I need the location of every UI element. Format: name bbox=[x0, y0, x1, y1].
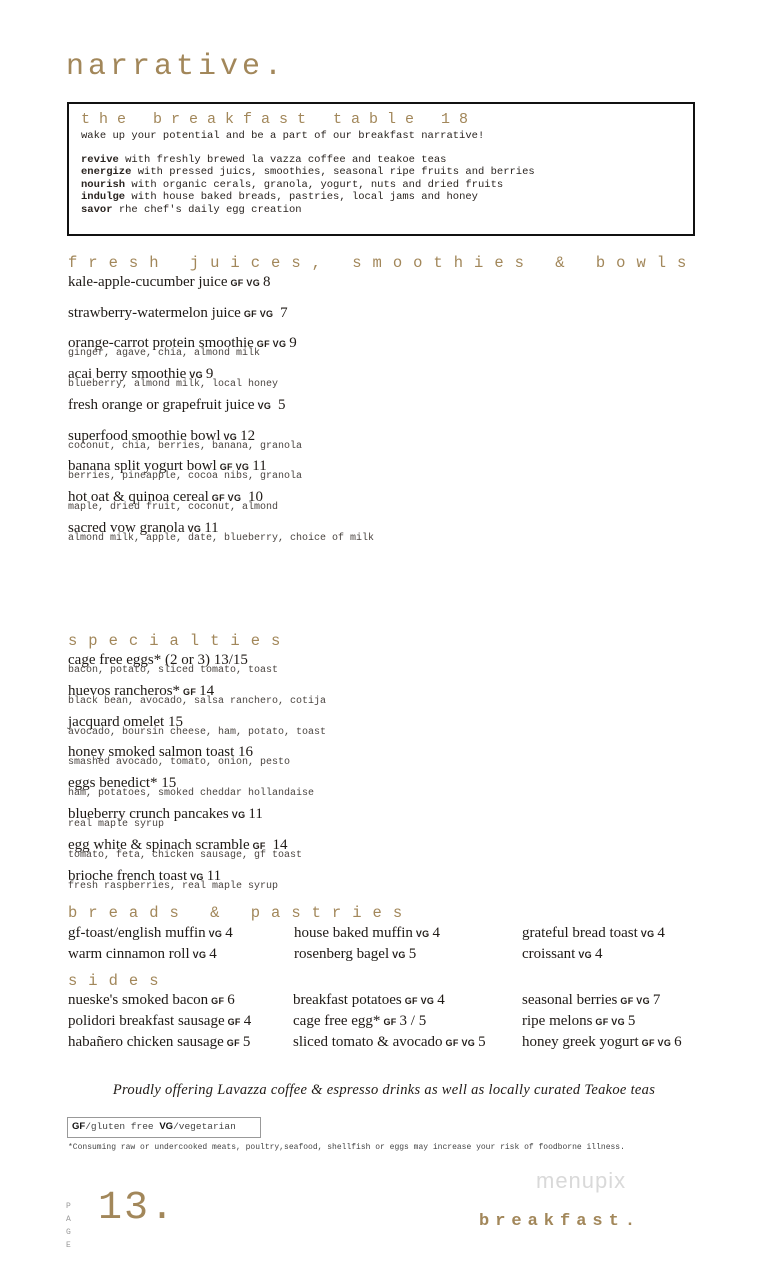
legend-gf-code: GF bbox=[72, 1121, 86, 1132]
menu-item bbox=[293, 1012, 426, 1030]
menu-item-name: cage free eggs* (2 or 3) 13/15 bbox=[68, 652, 248, 668]
menu-item-price: 6 bbox=[674, 1034, 682, 1050]
menu-item-name: rosenberg bagel bbox=[294, 946, 390, 962]
menu-item-name: house baked muffin bbox=[294, 925, 413, 941]
menu-item-name: sacred vow granola bbox=[68, 519, 185, 536]
logo: narrative. bbox=[66, 50, 287, 84]
menu-item-description: ginger, agave, chia, almond milk bbox=[68, 348, 261, 360]
menu-item-price: 5 bbox=[478, 1034, 486, 1050]
menu-item-name: fresh orange or grapefruit juice bbox=[68, 396, 255, 413]
menu-item-description: real maple syrup bbox=[68, 819, 165, 830]
menu-item-name: breakfast potatoes bbox=[293, 992, 402, 1008]
menu-item-name: grateful bread toast bbox=[522, 925, 638, 941]
menu-item-name: blueberry crunch pancakes bbox=[68, 806, 229, 822]
dietary-tag: GF bbox=[383, 1017, 397, 1027]
menu-item-name: strawberry-watermelon juice bbox=[68, 304, 241, 321]
dietary-tag: GF bbox=[227, 1017, 241, 1027]
menu-item bbox=[68, 991, 235, 1009]
breakfast-table-tagline: wake up your potential and be a part of our breakfast narrative! bbox=[81, 130, 485, 142]
menu-item-price: 4 bbox=[432, 925, 440, 941]
menu-item-description: bacon, potato, sliced tomato, toast bbox=[68, 665, 279, 676]
menu-item-price: 4 bbox=[437, 992, 445, 1008]
dietary-tag: GF VG bbox=[219, 462, 250, 473]
menu-item-price: 4 bbox=[209, 946, 217, 962]
menu-item bbox=[68, 713, 326, 738]
menu-item-price: 5 bbox=[627, 1013, 636, 1029]
dietary-tag: GF bbox=[252, 840, 266, 851]
menu-item-price: 3 / 5 bbox=[399, 1013, 427, 1029]
menu-item-price: 7 bbox=[652, 992, 661, 1008]
menu-item-price: 4 bbox=[594, 946, 603, 962]
menu-item-description: maple, dried fruit, coconut, almond bbox=[68, 501, 279, 513]
breakfast-table-text: with organic cerals, granola, yogurt, nuts and dried fruits bbox=[131, 178, 504, 191]
menu-item bbox=[68, 334, 297, 359]
menu-item bbox=[68, 805, 263, 830]
menu-item-description: fresh raspberries, real maple syrup bbox=[68, 880, 279, 892]
menu-item-price: 12 bbox=[240, 427, 256, 444]
menu-item-name: cage free egg* bbox=[293, 1013, 381, 1029]
menu-item-description: smashed avocado, tomato, onion, pesto bbox=[68, 757, 291, 769]
menu-item bbox=[522, 945, 602, 963]
page-number: 13. bbox=[98, 1186, 177, 1231]
menu-item-name: acai berry smoothie bbox=[68, 366, 187, 383]
menu-item-price: 9 bbox=[289, 335, 297, 352]
dietary-tag: VG bbox=[231, 810, 246, 820]
menu-item-name: egg white & spinach scramble bbox=[68, 836, 250, 853]
menu-item-price: 4 bbox=[657, 925, 665, 941]
menu-item bbox=[68, 651, 278, 676]
menu-item bbox=[68, 427, 302, 452]
menu-item-price: 14 bbox=[199, 682, 215, 699]
breakfast-table-text: with pressed juics, smoothies, seasonal ripe fruits and berries bbox=[137, 166, 535, 179]
dietary-tag: VG bbox=[187, 523, 202, 534]
menu-item-name: polidori breakfast sausage bbox=[68, 1013, 225, 1029]
dietary-tag: GF bbox=[211, 996, 225, 1006]
menu-item-description: black bean, avocado, salsa ranchero, cotija bbox=[68, 695, 327, 707]
dietary-tag: GF bbox=[226, 1038, 240, 1048]
menu-item bbox=[293, 991, 445, 1009]
breakfast-table-item bbox=[81, 204, 535, 216]
dietary-tag: GF VG bbox=[620, 996, 650, 1006]
menu-item-price: 14 bbox=[268, 836, 288, 853]
breakfast-table-list bbox=[81, 154, 535, 216]
dietary-tag: VG bbox=[192, 950, 207, 960]
menu-item-name: warm cinnamon roll bbox=[68, 946, 190, 962]
menu-item-name: orange-carrot protein smoothie bbox=[68, 335, 254, 352]
menu-item-name: ripe melons bbox=[522, 1013, 593, 1029]
dietary-tag: VG bbox=[189, 370, 203, 381]
menu-item-name: habañero chicken sausage bbox=[68, 1034, 224, 1050]
breakfast-table-item bbox=[81, 179, 535, 191]
dietary-tag: GF bbox=[183, 686, 197, 697]
menu-item-name: sliced tomato & avocado bbox=[293, 1034, 443, 1050]
menu-item bbox=[68, 1012, 251, 1030]
dietary-tag: VG bbox=[578, 950, 592, 960]
menu-item bbox=[68, 867, 278, 892]
dietary-tag: GF VG bbox=[230, 278, 261, 288]
menu-item bbox=[68, 365, 278, 390]
dietary-tag: VG bbox=[223, 431, 238, 442]
dietary-tag: GF VG bbox=[445, 1038, 476, 1048]
menu-item-price: 4 bbox=[225, 925, 233, 941]
dietary-tag: GF VG bbox=[243, 308, 274, 319]
breakfast-table-title: the breakfast table 18 bbox=[81, 111, 478, 128]
menu-item bbox=[68, 682, 326, 707]
menu-item-price: 8 bbox=[263, 274, 271, 290]
section-heading-specialties: specialties bbox=[68, 632, 292, 650]
section-heading-breads: breads & pastries bbox=[68, 904, 414, 922]
menu-item bbox=[68, 519, 374, 544]
menu-item-price: 5 bbox=[274, 396, 286, 413]
menu-item bbox=[68, 488, 278, 513]
breakfast-table-term: energize bbox=[81, 166, 132, 179]
dietary-tag: GF VG bbox=[595, 1017, 625, 1027]
watermark: menupix bbox=[536, 1168, 627, 1193]
dietary-tag: GF VG bbox=[641, 1038, 672, 1048]
breakfast-table-term: revive bbox=[81, 154, 119, 166]
menu-item-description: avocado, boursin cheese, ham, potato, toast bbox=[68, 726, 327, 738]
dietary-tag: VG bbox=[208, 929, 223, 939]
legend-vg-text: /vegetarian bbox=[173, 1121, 236, 1132]
menu-item-description: ham, potatoes, smoked cheddar hollandaise bbox=[68, 788, 315, 800]
menu-item-name: banana split yogurt bowl bbox=[68, 458, 217, 475]
menu-item-name: seasonal berries bbox=[522, 992, 618, 1008]
dietary-tag: VG bbox=[257, 400, 272, 411]
breakfast-table-text: with house baked breads, pastries, local jams and honey bbox=[131, 191, 478, 204]
menu-item bbox=[68, 945, 217, 963]
menu-item bbox=[294, 924, 440, 942]
menu-item bbox=[68, 924, 233, 942]
menu-item-name: honey smoked salmon toast 16 bbox=[68, 744, 253, 761]
breakfast-table-term: savor bbox=[81, 203, 113, 216]
menu-item-name: gf-toast/english muffin bbox=[68, 925, 206, 941]
menu-item-name: hot oat & quinoa cereal bbox=[68, 488, 209, 505]
menu-item-price: 10 bbox=[244, 488, 264, 505]
menu-item-price: 9 bbox=[205, 366, 214, 383]
menu-item bbox=[522, 924, 665, 942]
menu-item bbox=[68, 396, 285, 414]
dietary-tag: VG bbox=[640, 929, 655, 939]
breakfast-table-term: nourish bbox=[81, 178, 126, 191]
menu-item-price: 5 bbox=[242, 1034, 251, 1050]
menu-item bbox=[68, 457, 302, 482]
menu-item bbox=[68, 304, 288, 322]
menu-item-description: coconut, chia, berries, banana, granola bbox=[68, 440, 303, 452]
breakfast-table-box bbox=[67, 102, 695, 236]
menu-item-name: nueske's smoked bacon bbox=[68, 992, 209, 1008]
breakfast-table-text: rhe chef's daily egg creation bbox=[118, 203, 302, 216]
menu-item bbox=[293, 1033, 486, 1051]
menu-item-name: honey greek yogurt bbox=[522, 1034, 639, 1050]
breakfast-table-item bbox=[81, 166, 535, 178]
menu-item-price: 11 bbox=[252, 458, 267, 475]
menu-item-description: tomato, feta, chicken sausage, gf toast bbox=[68, 849, 303, 861]
menu-item-name: superfood smoothie bowl bbox=[68, 427, 221, 444]
dietary-tag: GF VG bbox=[256, 339, 287, 350]
legend-vg-code: VG bbox=[159, 1121, 174, 1132]
menu-item-price: 11 bbox=[204, 519, 219, 536]
menu-item bbox=[68, 273, 271, 291]
menu-item bbox=[522, 991, 660, 1009]
menu-item-name: eggs benedict* 15 bbox=[68, 775, 177, 792]
menu-item-name: jacquard omelet 15 bbox=[68, 713, 183, 730]
menu-item-price: 4 bbox=[243, 1013, 252, 1029]
footer-section-title: breakfast. bbox=[479, 1212, 642, 1231]
menu-item-price: 7 bbox=[276, 304, 288, 321]
breakfast-table-text: with freshly brewed la vazza coffee and teakoe teas bbox=[125, 154, 447, 166]
disclaimer: *Consuming raw or undercooked meats, poultry,seafood, shellfish or eggs may increase your risk of foodborne illness. bbox=[68, 1143, 625, 1152]
dietary-tag: VG bbox=[190, 871, 204, 882]
menu-item-name: croissant bbox=[522, 946, 576, 962]
menu-item-description: berries, pineapple, cocoa nibs, granola bbox=[68, 471, 303, 483]
menu-item bbox=[522, 1012, 635, 1030]
breakfast-table-item bbox=[81, 191, 535, 203]
dietary-legend bbox=[67, 1117, 261, 1138]
menu-item-description: blueberry, almond milk, local honey bbox=[68, 379, 279, 391]
menu-item-price: 5 bbox=[408, 946, 417, 962]
page-label: P A G E bbox=[66, 1202, 71, 1250]
legend-gf-text: /gluten free bbox=[85, 1121, 160, 1132]
dietary-tag: VG bbox=[415, 929, 430, 939]
menu-item bbox=[522, 1033, 682, 1051]
breakfast-table-term: indulge bbox=[81, 191, 126, 204]
menu-item bbox=[68, 774, 314, 799]
section-heading-sides: sides bbox=[68, 972, 170, 990]
dietary-tag: GF VG bbox=[211, 492, 242, 503]
menu-item bbox=[294, 945, 416, 963]
menu-item-price: 6 bbox=[227, 992, 235, 1008]
dietary-tag: VG bbox=[392, 950, 406, 960]
menu-item bbox=[68, 836, 302, 861]
menu-item bbox=[68, 743, 290, 768]
menu-item bbox=[68, 1033, 250, 1051]
menu-item-price: 11 bbox=[248, 806, 263, 822]
menu-item-name: brioche french toast bbox=[68, 867, 188, 884]
menu-item-name: kale-apple-cucumber juice bbox=[68, 274, 228, 290]
breakfast-table-item bbox=[81, 154, 535, 166]
menu-item-price: 11 bbox=[206, 867, 222, 884]
dietary-tag: GF VG bbox=[404, 996, 435, 1006]
section-heading-juices: fresh juices, smoothies & bowls bbox=[68, 254, 698, 272]
menu-item-description: almond milk, apple, date, blueberry, choice of milk bbox=[68, 532, 375, 544]
menu-item-name: huevos rancheros* bbox=[68, 682, 181, 699]
coffee-tagline: Proudly offering Lavazza coffee & espresso drinks as well as locally curated Teakoe teas bbox=[112, 1082, 656, 1098]
